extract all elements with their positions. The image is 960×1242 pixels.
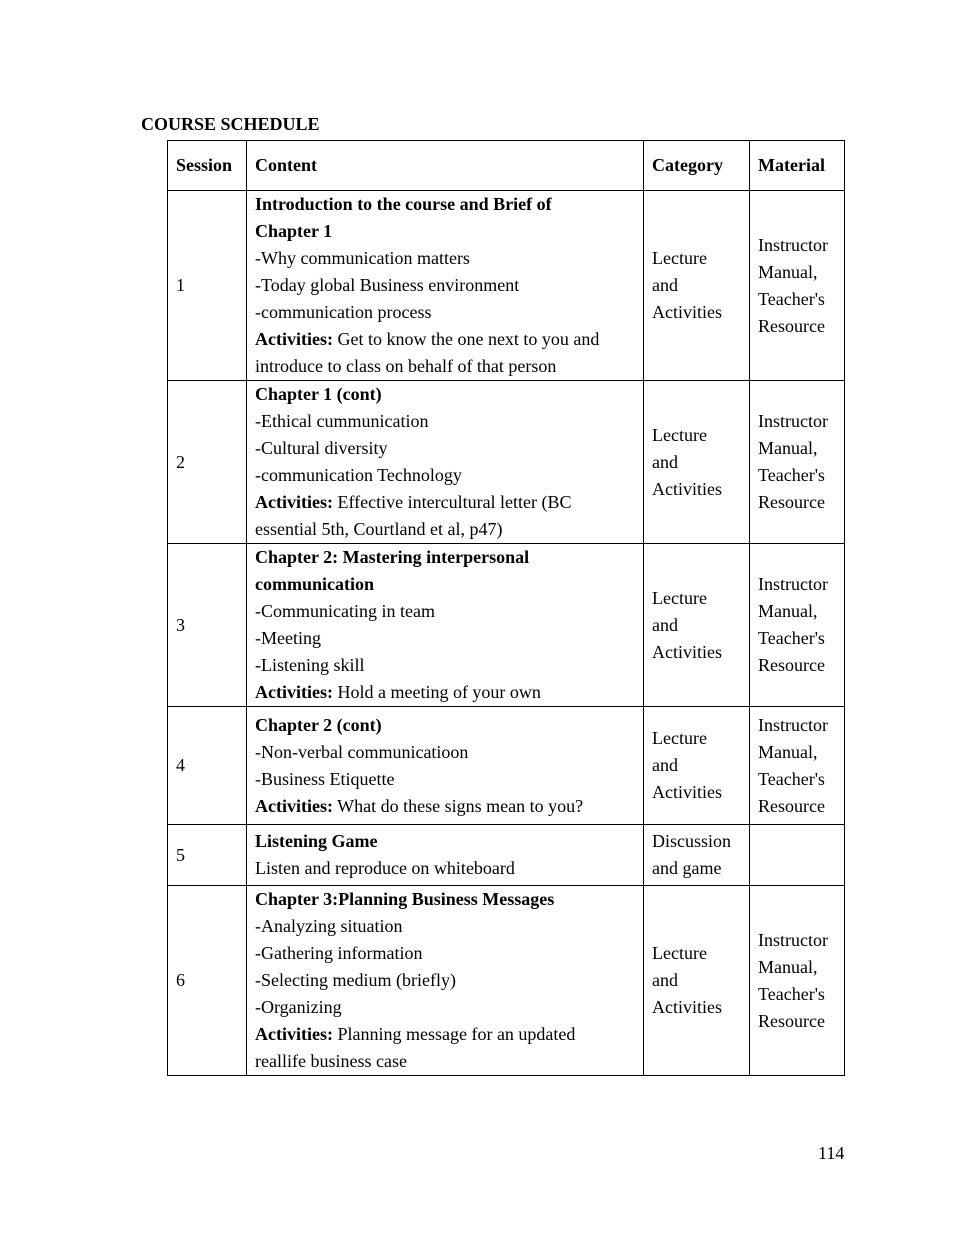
activities-label: Activities:	[255, 1024, 333, 1044]
table-header-row	[168, 141, 845, 191]
activities-label: Activities:	[255, 492, 333, 512]
activities-text: Get to know the one next to you and	[332, 329, 600, 349]
activities-text-line: essential 5th, Courtland et al, p47)	[255, 519, 503, 539]
content-item: -Meeting	[255, 628, 321, 648]
material-cell	[750, 825, 845, 886]
activities-label: Activities:	[255, 329, 333, 349]
category-line: and game	[652, 858, 722, 878]
category-line: Lecture	[652, 424, 707, 445]
activities-text: Effective intercultural letter (BC	[332, 492, 572, 512]
content-title-line: Chapter 2 (cont)	[255, 714, 382, 735]
activities-text: Planning message for an updated	[332, 1024, 576, 1044]
material-cell	[750, 707, 845, 825]
material-cell	[750, 191, 845, 381]
content-item: -Ethical cummunication	[255, 411, 429, 431]
content-cell	[247, 886, 644, 1076]
course-schedule-table	[167, 140, 845, 1076]
category-line: and	[652, 451, 678, 472]
session-cell: 6	[168, 886, 247, 1076]
material-cell	[750, 886, 845, 1076]
material-line: Instructor	[758, 714, 828, 735]
category-line: Activities	[652, 478, 722, 499]
material-line: Instructor	[758, 929, 828, 950]
category-line: Activities	[652, 997, 722, 1017]
category-line: Lecture	[652, 943, 707, 963]
content-item: Listen and reproduce on whiteboard	[255, 858, 515, 878]
table-row	[168, 381, 845, 544]
content-item: -communication Technology	[255, 465, 462, 485]
content-cell	[247, 544, 644, 707]
activities-label: Activities:	[255, 795, 333, 816]
category-line: and	[652, 614, 678, 635]
material-line: Resource	[758, 492, 825, 512]
category-cell	[644, 544, 750, 707]
category-cell	[644, 381, 750, 544]
session-cell: 3	[168, 544, 247, 707]
material-line: Manual,	[758, 601, 818, 621]
category-cell	[644, 825, 750, 886]
material-line: Instructor	[758, 411, 828, 431]
activities-label: Activities:	[255, 682, 333, 702]
activities-text: What do these signs mean to you?	[332, 795, 584, 816]
content-item: -Listening skill	[255, 655, 365, 675]
category-line: Lecture	[652, 587, 707, 608]
content-title-line: Introduction to the course and Brief of	[255, 194, 552, 214]
content-item: -Why communication matters	[255, 248, 470, 268]
material-line: Manual,	[758, 956, 818, 977]
content-cell	[247, 707, 644, 825]
category-line: Discussion	[652, 831, 732, 851]
content-item: -Today global Business environment	[255, 275, 520, 295]
material-line: Teacher's	[758, 288, 825, 309]
content-item: -Business Etiquette	[255, 768, 395, 789]
category-cell	[644, 707, 750, 825]
content-title-line: Listening Game	[255, 831, 378, 851]
content-title-line: Chapter 1 (cont)	[255, 384, 382, 404]
table-row	[168, 707, 845, 825]
column-header-content: Content	[247, 141, 644, 191]
content-cell	[247, 381, 644, 544]
category-cell	[644, 191, 750, 381]
page-heading: COURSE SCHEDULE	[141, 114, 320, 134]
activities-line	[255, 326, 635, 353]
table-row	[168, 191, 845, 381]
content-item: -Non-verbal communicatioon	[255, 741, 469, 762]
activities-line	[255, 1021, 635, 1048]
content-item: -Cultural diversity	[255, 438, 388, 458]
category-line: Lecture	[652, 728, 707, 748]
activities-text: Hold a meeting of your own	[332, 682, 541, 702]
material-line: Teacher's	[758, 983, 825, 1004]
table-row	[168, 886, 845, 1076]
material-line: Manual,	[758, 438, 818, 458]
material-line: Resource	[758, 795, 825, 816]
column-header-material: Material	[750, 141, 845, 191]
category-line: and	[652, 275, 678, 295]
activities-text-line: introduce to class on behalf of that person	[255, 356, 557, 376]
category-line: Lecture	[652, 248, 707, 268]
activities-line	[255, 489, 635, 516]
activities-text-line: reallife business case	[255, 1051, 407, 1071]
content-item: -Organizing	[255, 997, 342, 1017]
session-cell: 5	[168, 825, 247, 886]
content-item: -communication process	[255, 302, 432, 322]
material-line: Instructor	[758, 574, 828, 594]
material-line: Resource	[758, 1010, 825, 1031]
content-cell	[247, 825, 644, 886]
category-line: and	[652, 970, 678, 990]
session-cell: 1	[168, 191, 247, 381]
material-cell	[750, 381, 845, 544]
content-item: -Analyzing situation	[255, 916, 403, 936]
content-title-line: Chapter 2: Mastering interpersonal	[255, 547, 530, 567]
material-line: Resource	[758, 655, 825, 675]
content-cell	[247, 191, 644, 381]
content-title-line: Chapter 1	[255, 221, 333, 241]
content-item: -Communicating in team	[255, 601, 435, 621]
activities-line	[255, 679, 635, 706]
material-line: Manual,	[758, 741, 818, 762]
page-number: 114	[818, 1143, 845, 1163]
category-line: and	[652, 755, 678, 775]
material-line: Teacher's	[758, 628, 825, 648]
table-row	[168, 825, 845, 886]
material-line: Resource	[758, 315, 825, 336]
material-line: Teacher's	[758, 465, 825, 485]
session-cell: 2	[168, 381, 247, 544]
material-line: Teacher's	[758, 768, 825, 789]
table-row	[168, 544, 845, 707]
category-line: Activities	[652, 782, 722, 802]
session-cell: 4	[168, 707, 247, 825]
column-header-category: Category	[644, 141, 750, 191]
material-line: Instructor	[758, 234, 828, 255]
category-line: Activities	[652, 302, 722, 322]
content-title-line: Chapter 3:Planning Business Messages	[255, 889, 555, 909]
category-cell	[644, 886, 750, 1076]
table-body	[168, 191, 845, 1076]
content-title-line: communication	[255, 574, 374, 594]
category-line: Activities	[652, 641, 722, 662]
material-cell	[750, 544, 845, 707]
activities-line	[255, 793, 635, 820]
material-line: Manual,	[758, 261, 818, 282]
column-header-session: Session	[168, 141, 247, 191]
content-item: -Gathering information	[255, 943, 423, 963]
content-item: -Selecting medium (briefly)	[255, 970, 456, 990]
